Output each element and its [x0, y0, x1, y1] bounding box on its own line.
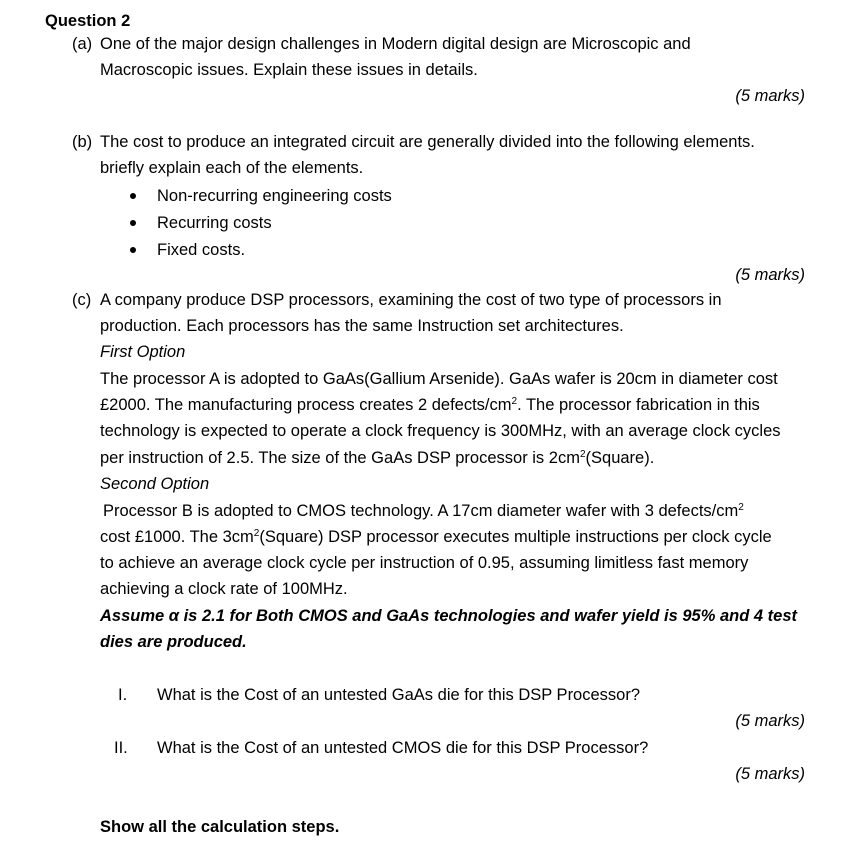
assumption-line-2: dies are produced.: [100, 633, 247, 651]
second-option-line-1: Processor B is adopted to CMOS technology. A 17cm diameter wafer with 3 defects/$cm^2$: [103, 502, 744, 520]
bullet-icon: [130, 247, 136, 253]
part-c-intro-2: production. Each processors has the same Instruction set architectures.: [100, 317, 624, 335]
first-option-line-1: The processor A is adopted to GaAs(Gallium Arsenide). GaAs wafer is 20cm in diameter cost: [100, 370, 778, 388]
first-option-line-3: technology is expected to operate a clock frequency is 300MHz, with an average clock cycles: [100, 422, 781, 440]
part-a-marks: (5 marks): [735, 87, 805, 105]
subquestion-number: I.: [118, 686, 128, 704]
part-b-line-1: The cost to produce an integrated circuit are generally divided into the following elements.: [100, 133, 755, 151]
question-title: Question 2: [45, 12, 131, 30]
part-c-label: (c): [72, 291, 92, 309]
second-option-line-2: cost £1000. The $3cm^2(Square)$ DSP processor executes multiple instructions per clock cycle: [100, 528, 772, 546]
part-a-line-1: One of the major design challenges in Modern digital design are Microscopic and: [100, 35, 691, 53]
instruction-footer: Show all the calculation steps.: [100, 818, 340, 836]
second-option-heading: Second Option: [100, 475, 210, 493]
subquestion-marks: (5 marks): [735, 712, 805, 730]
part-c-intro-1: A company produce DSP processors, examining the cost of two type of processors in: [100, 291, 722, 309]
first-option-line-2: £2000. The manufacturing process creates 2 defects/$cm^2$. The processor fabrication in this: [100, 396, 760, 414]
part-b-marks: (5 marks): [735, 266, 805, 284]
bullet-item: Non-recurring engineering costs: [157, 187, 392, 205]
subquestion-number: II.: [114, 739, 128, 757]
subquestion-text: What is the Cost of an untested CMOS die for this DSP Processor?: [157, 739, 649, 757]
bullet-icon: [130, 220, 136, 226]
part-b-label: (b): [72, 133, 93, 151]
second-option-line-3: to achieve an average clock cycle per instruction of 0.95, assuming limitless fast memory: [100, 554, 749, 572]
part-b-line-2: briefly explain each of the elements.: [100, 159, 364, 177]
bullet-item: Recurring costs: [157, 214, 272, 232]
subquestion-text: What is the Cost of an untested GaAs die for this DSP Processor?: [157, 686, 641, 704]
part-a-line-2: Macroscopic issues. Explain these issues in details.: [100, 61, 478, 79]
assumption-line-1: Assume α is 2.1 for Both CMOS and GaAs technologies and wafer yield is 95% and 4 test: [100, 607, 797, 625]
bullet-icon: [130, 193, 136, 199]
subquestion-marks: (5 marks): [735, 765, 805, 783]
part-a-label: (a): [72, 35, 93, 53]
bullet-item: Fixed costs.: [157, 241, 246, 259]
second-option-line-4: achieving a clock rate of 100MHz.: [100, 580, 348, 598]
first-option-line-4: per instruction of 2.5. The size of the GaAs DSP processor is $2cm^2(Square)$.: [100, 449, 655, 467]
first-option-heading: First Option: [100, 343, 186, 361]
